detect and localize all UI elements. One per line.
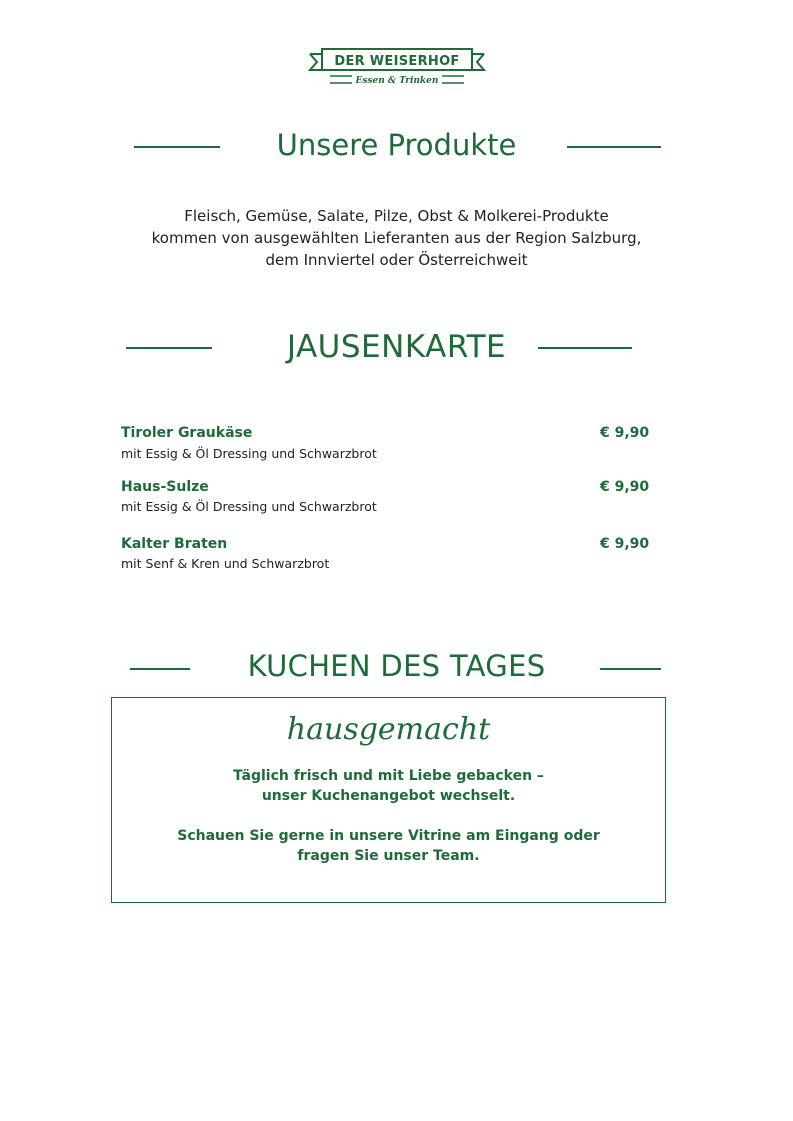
brand-name: DER WEISERHOF [334, 54, 460, 69]
produkte-line: dem Innviertel oder Österreichweit [265, 251, 528, 269]
kuchen-line: unser Kuchenangebot wechselt. [261, 788, 516, 804]
weiserhof-logo [308, 46, 486, 88]
kuchen-line: fragen Sie unser Team. [297, 848, 480, 864]
section-title-jausenkarte: JAUSENKARTE [286, 329, 507, 365]
kuchen-script-heading: hausgemacht [286, 712, 491, 747]
menu-item-price: € 9,90 [600, 425, 650, 441]
menu-item-description: mit Essig & Öl Dressing und Schwarzbrot [121, 499, 377, 514]
menu-item-name: Haus-Sulze [121, 479, 209, 495]
menu-item-description: mit Senf & Kren und Schwarzbrot [121, 556, 330, 571]
brand-tagline: Essen & Trinken [355, 76, 439, 86]
section-title-produkte: Unsere Produkte [276, 128, 517, 162]
kuchen-info-box [111, 697, 666, 903]
menu-item-name: Tiroler Graukäse [121, 425, 253, 441]
kuchen-line: Täglich frisch und mit Liebe gebacken – [233, 768, 544, 784]
produkte-line: kommen von ausgewählten Lieferanten aus der Region Salzburg, [151, 229, 642, 247]
menu-item-name: Kalter Braten [121, 536, 228, 552]
menu-item-price: € 9,90 [600, 479, 650, 495]
produkte-description [0, 205, 793, 271]
menu-item-description: mit Essig & Öl Dressing und Schwarzbrot [121, 446, 377, 461]
menu-item-price: € 9,90 [600, 536, 650, 552]
produkte-line: Fleisch, Gemüse, Salate, Pilze, Obst & Molkerei-Produkte [184, 207, 609, 225]
kuchen-paragraph-2 [112, 826, 665, 866]
kuchen-paragraph-1 [112, 766, 665, 806]
kuchen-line: Schauen Sie gerne in unsere Vitrine am Eingang oder [177, 828, 600, 844]
section-title-kuchen: KUCHEN DES TAGES [247, 649, 546, 683]
